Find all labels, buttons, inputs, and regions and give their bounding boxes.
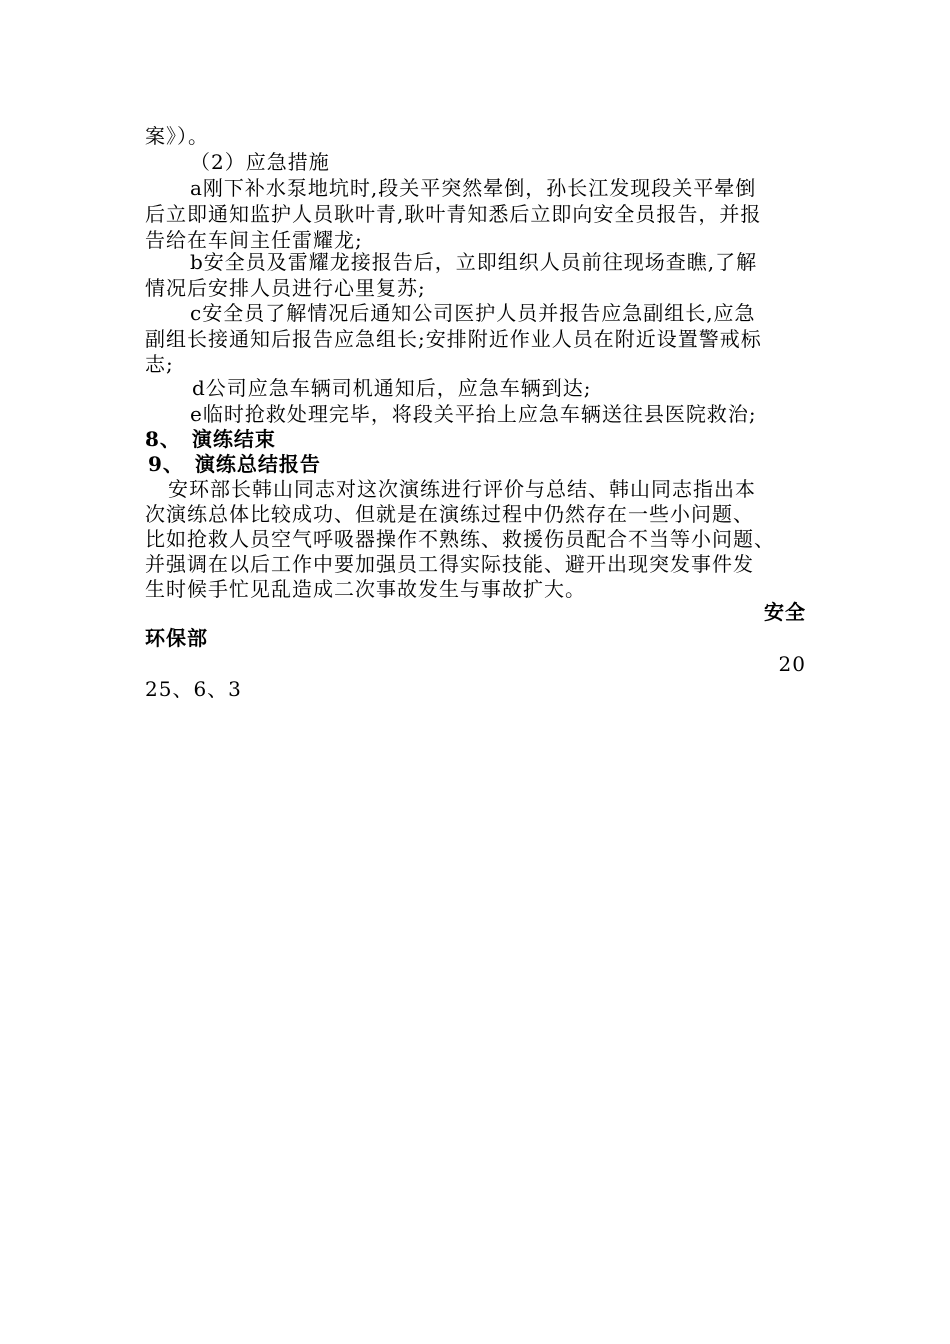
text-line: 告给在车间主任雷耀龙;	[145, 228, 363, 252]
text-line: a刚下补水泵地坑时,段关平突然晕倒，孙长江发现段关平晕倒	[190, 176, 757, 200]
summary-line: 次演练总体比较成功、但就是在演练过程中仍然存在一些小问题、	[145, 502, 754, 526]
subheading-emergency-measures: （2）应急措施	[190, 150, 330, 174]
text-line: 后立即通知监护人员耿叶青,耿叶青知悉后立即向安全员报告，并报	[145, 202, 762, 226]
summary-line: 比如抢救人员空气呼吸器操作不熟练、救援伤员配合不当等小问题、	[145, 527, 775, 551]
text-line: 情况后安排人员进行心里复苏;	[145, 276, 426, 300]
text-line: 案》）。	[145, 124, 209, 148]
text-line: c安全员了解情况后通知公司医护人员并报告应急副组长,应急	[190, 301, 756, 325]
text-line: e临时抢救处理完毕，将段关平抬上应急车辆送往县医院救治;	[190, 402, 757, 426]
signature-date-cont: 25、6、3	[145, 677, 242, 701]
section-heading-8: 8、 演练结束	[145, 427, 276, 451]
text-line: 副组长接通知后报告应急组长;安排附近作业人员在附近设置警戒标	[145, 327, 762, 351]
signature-date: 20	[778, 652, 806, 676]
signature-department: 安全	[764, 600, 806, 624]
text-line: b安全员及雷耀龙接报告后，立即组织人员前往现场查瞧,了解	[190, 250, 758, 274]
summary-line: 安环部长韩山同志对这次演练进行评价与总结、韩山同志指出本	[168, 477, 756, 501]
text-line: d公司应急车辆司机通知后，应急车辆到达;	[192, 376, 592, 400]
summary-line: 生时候手忙见乱造成二次事故发生与事故扩大。	[145, 577, 586, 601]
text-line: 志;	[145, 352, 174, 376]
signature-department-cont: 环保部	[145, 626, 208, 650]
summary-line: 并强调在以后工作中要加强员工得实际技能、避开出现突发事件发	[145, 552, 754, 576]
section-heading-9: 9、 演练总结报告	[148, 452, 321, 476]
